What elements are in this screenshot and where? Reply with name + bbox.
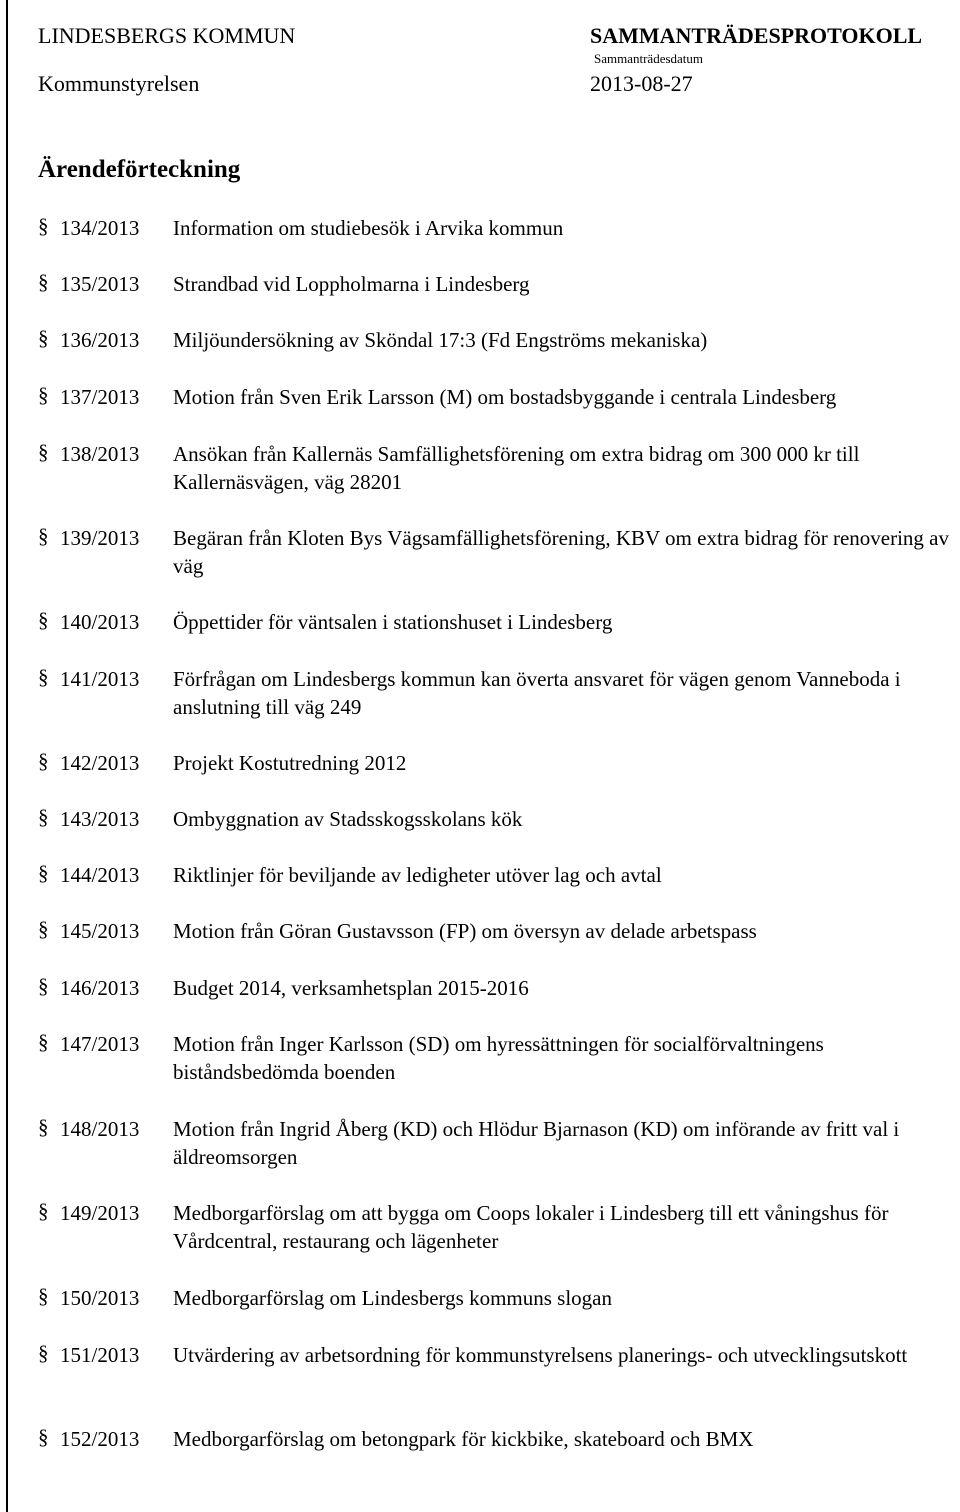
item-number: 139/2013 bbox=[60, 526, 140, 550]
item-title: Motion från Sven Erik Larsson (M) om bostadsbyggande i centrala Lindesberg bbox=[173, 385, 837, 409]
section-symbol: § bbox=[38, 861, 49, 885]
item-title: Projekt Kostutredning 2012 bbox=[173, 751, 407, 775]
section-symbol: § bbox=[38, 1425, 49, 1449]
item-number: 152/2013 bbox=[60, 1427, 140, 1451]
document-type: SAMMANTRÄDESPROTOKOLL bbox=[590, 23, 923, 48]
item-number: 151/2013 bbox=[60, 1343, 140, 1367]
section-symbol: § bbox=[38, 270, 49, 294]
section-symbol: § bbox=[38, 1030, 49, 1054]
section-symbol: § bbox=[38, 1115, 49, 1139]
item-number: 144/2013 bbox=[60, 863, 140, 887]
section-symbol: § bbox=[38, 974, 49, 998]
item-title: Riktlinjer för beviljande av ledigheter utöver lag och avtal bbox=[173, 863, 662, 887]
item-title: Utvärdering av arbetsordning för kommunstyrelsens planerings- och utvecklingsutskott bbox=[173, 1343, 908, 1367]
item-number: 146/2013 bbox=[60, 976, 140, 1000]
item-number: 145/2013 bbox=[60, 919, 140, 943]
item-number: 140/2013 bbox=[60, 610, 140, 634]
item-title: Medborgarförslag om betongpark för kickbike, skateboard och BMX bbox=[173, 1427, 754, 1451]
item-number: 137/2013 bbox=[60, 385, 140, 409]
section-symbol: § bbox=[38, 805, 49, 829]
section-symbol: § bbox=[38, 665, 49, 689]
section-symbol: § bbox=[38, 1341, 49, 1365]
department-name: Kommunstyrelsen bbox=[38, 71, 200, 96]
item-number: 134/2013 bbox=[60, 216, 140, 240]
section-symbol: § bbox=[38, 326, 49, 350]
page-title: Ärendeförteckning bbox=[38, 156, 241, 183]
item-number: 142/2013 bbox=[60, 751, 140, 775]
item-number: 138/2013 bbox=[60, 442, 140, 466]
item-title: Öppettider för väntsalen i stationshuset i Lindesberg bbox=[173, 610, 613, 634]
item-title: Strandbad vid Loppholmarna i Lindesberg bbox=[173, 272, 530, 296]
item-title: Förfrågan om Lindesbergs kommun kan överta ansvaret för vägen genom Vanneboda i anslutning till väg 249 bbox=[173, 667, 901, 719]
section-symbol: § bbox=[38, 608, 49, 632]
item-number: 141/2013 bbox=[60, 667, 140, 691]
section-symbol: § bbox=[38, 524, 49, 548]
item-title: Ansökan från Kallernäs Samfällighetsförening om extra bidrag om 300 000 kr till Kallernäsvägen, väg 28201 bbox=[173, 442, 860, 494]
item-title: Begäran från Kloten Bys Vägsamfällighetsförening, KBV om extra bidrag för renovering av väg bbox=[173, 526, 950, 578]
item-number: 143/2013 bbox=[60, 807, 140, 831]
section-symbol: § bbox=[38, 917, 49, 941]
section-symbol: § bbox=[38, 1284, 49, 1308]
section-symbol: § bbox=[38, 214, 49, 238]
item-number: 150/2013 bbox=[60, 1286, 140, 1310]
item-number: 149/2013 bbox=[60, 1201, 140, 1225]
item-title: Information om studiebesök i Arvika kommun bbox=[173, 216, 564, 240]
section-symbol: § bbox=[38, 749, 49, 773]
item-number: 136/2013 bbox=[60, 328, 140, 352]
item-title: Motion från Göran Gustavsson (FP) om översyn av delade arbetspass bbox=[173, 919, 757, 943]
item-title: Budget 2014, verksamhetsplan 2015-2016 bbox=[173, 976, 529, 1000]
item-number: 135/2013 bbox=[60, 272, 140, 296]
section-symbol: § bbox=[38, 383, 49, 407]
item-title: Medborgarförslag om Lindesbergs kommuns slogan bbox=[173, 1286, 613, 1310]
meeting-date-label: Sammanträdesdatum bbox=[594, 51, 704, 66]
section-symbol: § bbox=[38, 440, 49, 464]
item-title: Medborgarförslag om att bygga om Coops lokaler i Lindesberg till ett våningshus för Vårdcentral, restaurang och lägenheter bbox=[173, 1201, 889, 1253]
item-title: Miljöundersökning av Sköndal 17:3 (Fd Engströms mekaniska) bbox=[173, 328, 708, 352]
item-title: Motion från Ingrid Åberg (KD) och Hlödur Bjarnason (KD) om införande av fritt val i äldreomsorgen bbox=[173, 1117, 900, 1169]
organization-name: LINDESBERGS KOMMUN bbox=[38, 23, 296, 48]
item-number: 147/2013 bbox=[60, 1032, 140, 1056]
item-title: Motion från Inger Karlsson (SD) om hyressättningen för socialförvaltningens biståndsbedömda boenden bbox=[173, 1032, 824, 1084]
item-number: 148/2013 bbox=[60, 1117, 140, 1141]
section-symbol: § bbox=[38, 1199, 49, 1223]
item-title: Ombyggnation av Stadsskogsskolans kök bbox=[173, 807, 523, 831]
meeting-date: 2013-08-27 bbox=[590, 71, 693, 96]
